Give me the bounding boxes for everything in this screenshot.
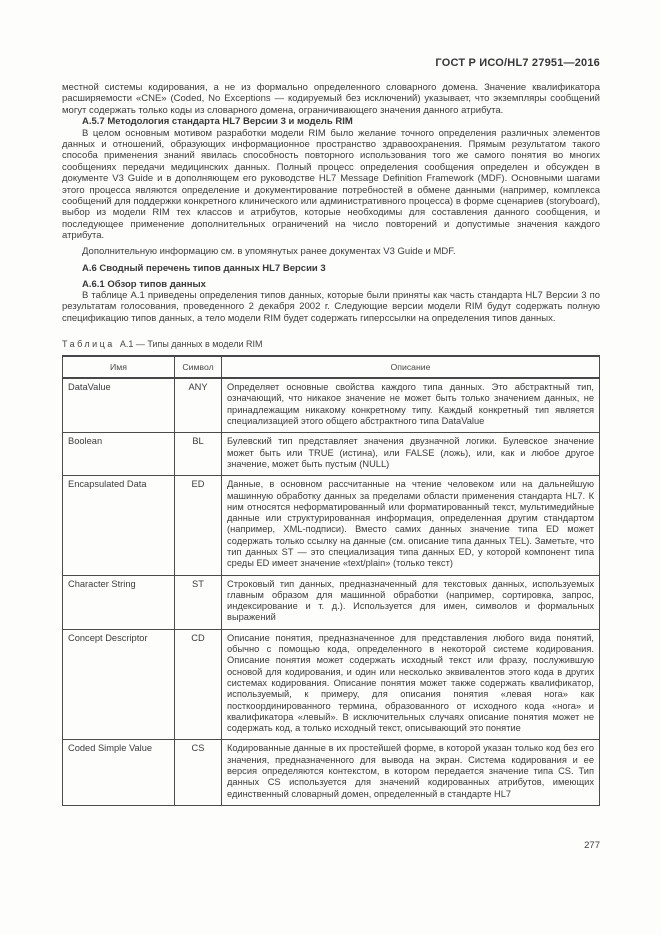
cell-symbol: ST: [175, 575, 222, 629]
cell-name: Concept Descriptor: [63, 629, 175, 740]
page-content: [62, 57, 600, 806]
table-caption: [62, 339, 600, 349]
table-row: [63, 740, 600, 805]
table-row: [63, 575, 600, 629]
cell-description: Кодированные данные в их простейшей форме, в которой указан только код без его значения, предназначенного для вывода на экран. Система кодирования и ее версия определяются контекстом, в котором передается значение типа CS. Тип данных CS используется для значений кодированных атрибутов, имеющих единственный словарный домен, определенный в стандарте HL7: [222, 740, 600, 805]
document-code-header: ГОСТ Р ИСО/HL7 27951—2016: [435, 57, 600, 69]
data-types-table: [62, 355, 600, 806]
column-header-symbol: Символ: [175, 356, 222, 378]
table-caption-word: Таблица: [62, 339, 115, 350]
cell-name: Encapsulated Data: [63, 476, 175, 575]
heading-a5-7: А.5.7 Методология стандарта HL7 Версии 3 и модель RIM: [82, 116, 353, 128]
cell-description: Определяет основные свойства каждого типа данных. Это абстрактный тип, означающий, что никакое значение не может быть только значением данных, не принадлежащим никакому конкретному типу. Каждый конкретный тип является специализацией этого общего абстрактного типа DataValue: [222, 378, 600, 433]
paragraph-additional-info: Дополнительную информацию см. в упомянутых ранее документах V3 Guide и MDF.: [82, 245, 456, 257]
cell-description: Строковый тип данных, предназначенный для текстовых данных, используемых главным образом для машинной обработки (например, сортировка, запрос, индексирование и т. д.). Используется для имен, символов и формальных выражений: [222, 575, 600, 629]
table-row: [63, 476, 600, 575]
table-row: [63, 629, 600, 740]
column-header-description: Описание: [222, 356, 600, 378]
cell-symbol: CD: [175, 629, 222, 740]
cell-symbol: BL: [175, 433, 222, 476]
table-header-row: [63, 356, 600, 378]
table-row: [63, 378, 600, 433]
cell-description: Описание понятия, предназначенное для представления любого вида понятий, обычно с помощью кода, определенного в некоторой системе кодирования. Описание понятия может содержать исходный текст или фразу, послужившую основой для кодирования, и один или несколько эквивалентов этого кода в других системах кодирования. Описание понятия может также содержать квалификатор, используемый, к примеру, для описания понятия «левая нога» как посткоординированного термина, образованного от исходного кода «нога» и квалификатора «левый». В исключительных случаях описание понятия может не содержать код, а только исходный текст, описывающий это понятие: [222, 629, 600, 740]
cell-symbol: ED: [175, 476, 222, 575]
cell-name: Coded Simple Value: [63, 740, 175, 805]
cell-name: DataValue: [63, 378, 175, 433]
cell-symbol: CS: [175, 740, 222, 805]
table-row: [63, 433, 600, 476]
heading-a6-1: А.6.1 Обзор типов данных: [82, 278, 206, 290]
cell-name: Character String: [63, 575, 175, 629]
paragraph-a6-1: В таблице А.1 приведены определения типов данных, которые были приняты как часть стандарта HL7 Версии 3 по результатам голосования, проведенного 2 декабря 2002 г. Следующие версии модели RIM будут содержать полную спецификацию типов данных, а тело модели RIM будет содержать гиперссылки на определения типов данных.: [62, 289, 600, 324]
cell-description: Данные, в основном рассчитанные на чтение человеком или на дальнейшую машинную обработку данных за пределами области применения стандарта HL7. К ним относятся неформатированный или форматированный текст, мультимедийные данные или структурированная информация, определенная другим стандартом (например, XML-подписи). Вместо самих данных значение типа ED может содержать только ссылку на данные (см. описание типа данных TEL). Заметьте, что тип данных ST — это специализация типа данных ED, у которой компонент типа среды ED имеет значение «text/plain» (только текст): [222, 476, 600, 575]
cell-symbol: ANY: [175, 378, 222, 433]
paragraph-a5-7: В целом основным мотивом разработки модели RIM было желание точного определения различных элементов данных и отношений, образующих информационное пространство здравоохранения. Прямым результатом такого способа применения знаний явилась способность повторного использования того же самого понятия во многих сообщениях передачи медицинских данных. Полный процесс определения сообщения определен и обсужден в документе V3 Guide и в дополняющем его руководстве HL7 Message Definition Framework (MDF). Основными шагами этого процесса являются определение и документирование потребностей в обмене данными (например, комплекса сообщений для поддержки конкретного клинического или административного процесса) в форме сценариев (storyboard), выбор из модели RIM тех классов и атрибутов, которые необходимы для составления данного сообщения, и последующее применение дополнительных ограничений на число повторений и допустимые значения каждого атрибута.: [62, 127, 600, 242]
cell-name: Boolean: [63, 433, 175, 476]
table-caption-text: А.1 — Типы данных в модели RIM: [119, 339, 263, 350]
heading-a6: А.6 Сводный перечень типов данных HL7 Версии 3: [82, 263, 326, 275]
page-number: 277: [584, 840, 600, 851]
column-header-name: Имя: [63, 356, 175, 378]
cell-description: Булевский тип представляет значения двузначной логики. Булевское значение может быть или TRUE (истина), или FALSE (ложь), или, как и любое другое значение, может быть пустым (NULL): [222, 433, 600, 476]
paragraph-continuation: местной системы кодирования, а не из формально определенного словарного домена. Значение квалификатора расширяемости «CNE» (Coded, No Exceptions — кодируемый без исключений) указывает, что экземпляры сообщений могут содержать только коды из словарного домена, ограничивающего значения данного атрибута.: [62, 82, 600, 116]
